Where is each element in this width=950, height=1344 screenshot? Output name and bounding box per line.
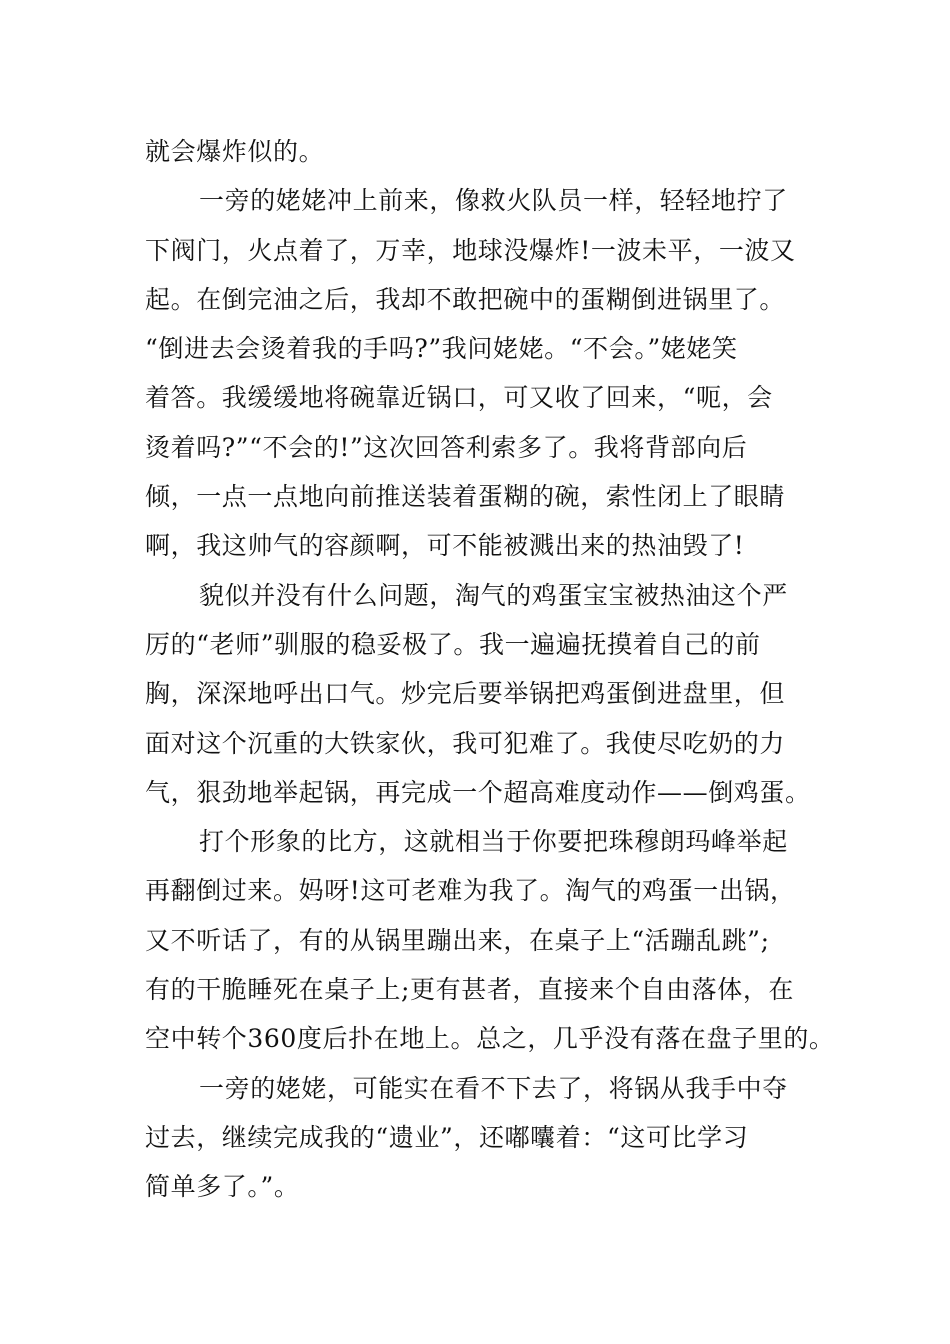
text-line: “倒进去会烫着我的手吗?”我问姥姥。“不会。”姥姥笑 [145,334,738,364]
text-line: 起。在倒完油之后，我却不敢把碗中的蛋糊倒进锅里了。 [145,284,786,314]
text-line: 打个形象的比方，这就相当于你要把珠穆朗玛峰举起 [199,827,788,857]
body-text [145,127,835,1212]
text-line: 貌似并没有什么问题，淘气的鸡蛋宝宝被热油这个严 [199,580,788,610]
text-line: 就会爆炸似的。 [145,137,325,166]
text-line: 一旁的姥姥，可能实在看不下去了，将锅从我手中夺 [199,1073,788,1103]
text-line: 烫着吗?”“不会的!”这次回答利索多了。我将背部向后 [145,432,748,462]
text-line: 气，狠劲地举起锅，再完成一个超高难度动作——倒鸡蛋。 [145,777,811,807]
text-line: 胸，深深地呼出口气。炒完后要举锅把鸡蛋倒进盘里，但 [145,679,786,709]
text-line: 又不听话了，有的从锅里蹦出来，在桌子上“活蹦乱跳”; [145,925,770,955]
text-line: 倾，一点一点地向前推送装着蛋糊的碗，索性闭上了眼睛 [145,482,786,512]
text-line: 简单多了。”。 [145,1172,300,1202]
text-line: 空中转个360度后扑在地上。总之，几乎没有落在盘子里的。 [145,1024,835,1054]
text-line: 下阀门，火点着了，万幸，地球没爆炸!一波未平，一波又 [145,235,796,265]
text-line: 厉的“老师”驯服的稳妥极了。我一遍遍抚摸着自己的前 [145,629,761,659]
text-line: 过去，继续完成我的“遗业”，还嘟囔着：“这可比学习 [145,1122,749,1152]
text-line: 着答。我缓缓地将碗靠近锅口，可又收了回来，“呃，会 [145,383,773,413]
text-line: 面对这个沉重的大铁家伙，我可犯难了。我使尽吃奶的力 [145,728,786,758]
text-line: 啊，我这帅气的容颜啊，可不能被溅出来的热油毁了! [145,531,745,561]
text-line: 一旁的姥姥冲上前来，像救火队员一样，轻轻地拧了 [199,186,788,216]
text-line: 再翻倒过来。妈呀!这可老难为我了。淘气的鸡蛋一出锅， [145,876,796,906]
text-line: 有的干脆睡死在桌子上;更有甚者，直接来个自由落体，在 [145,975,795,1005]
